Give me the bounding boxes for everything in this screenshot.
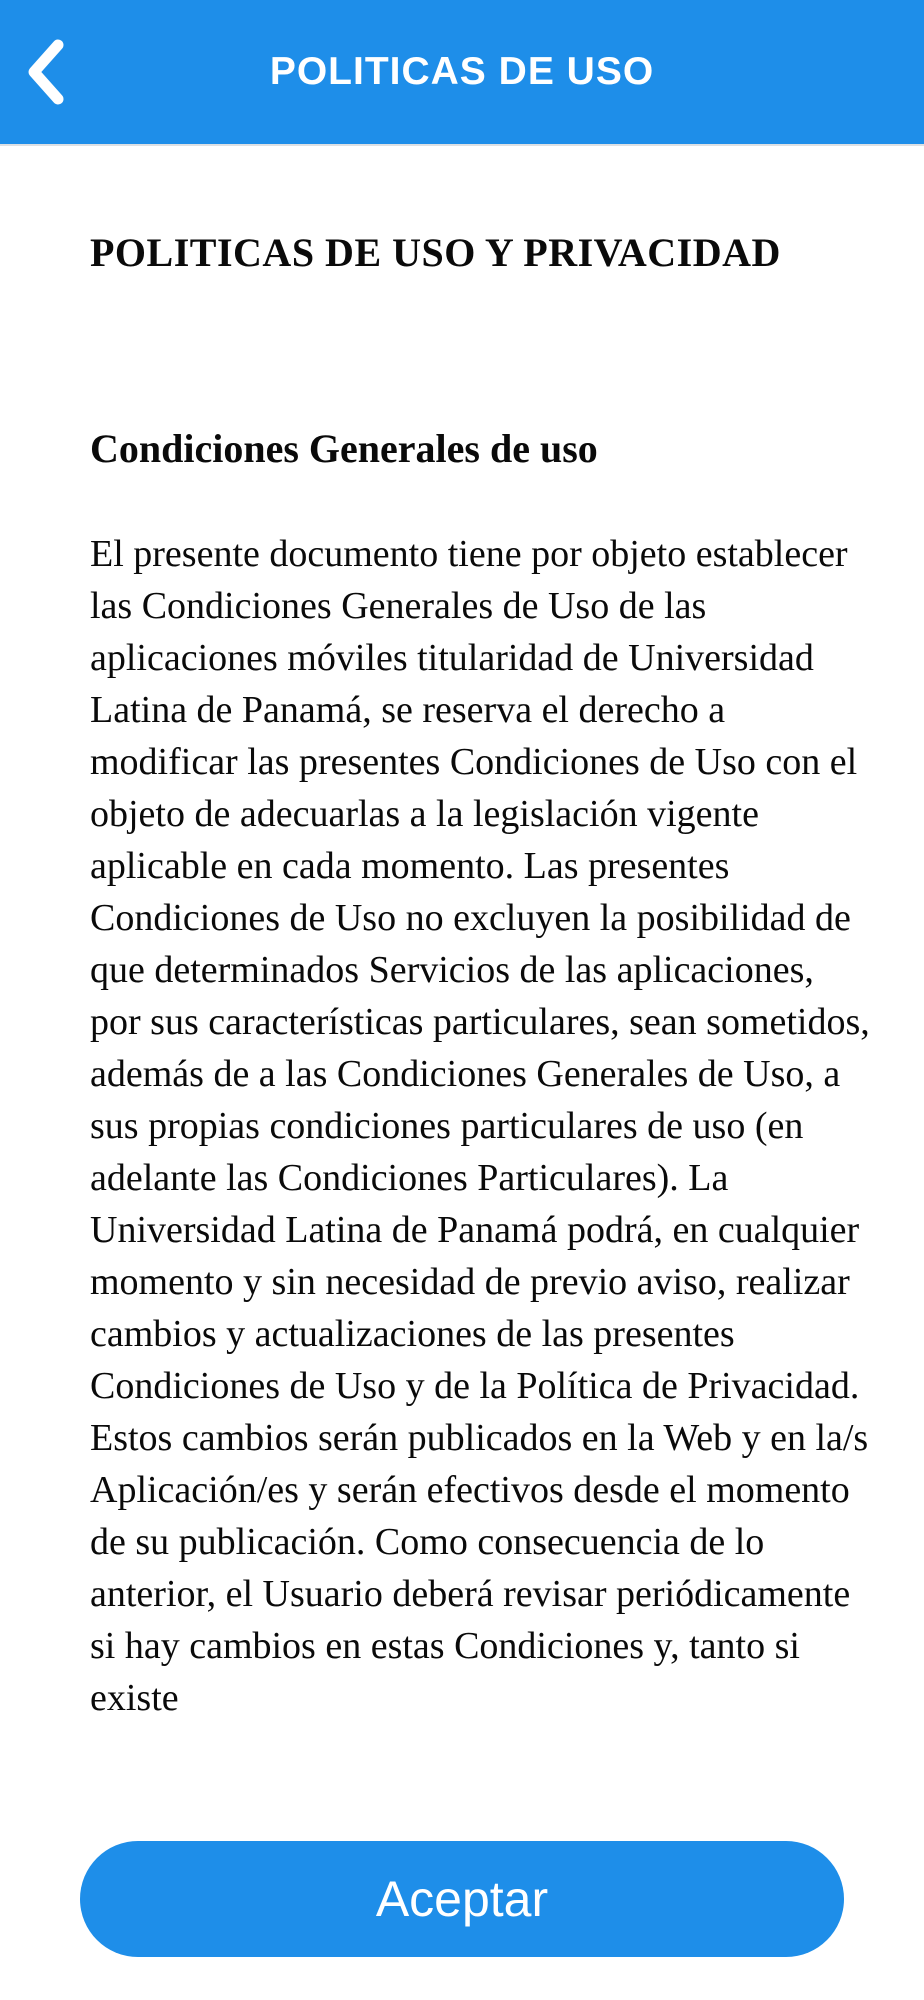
terms-paragraph: El presente documento tiene por objeto establecer las Condiciones Generales de Uso de las aplicaciones móviles titularidad de Universidad Latina de Panamá, se reserva el derecho a modificar las presentes Condiciones de Uso con el objeto de adecuarlas a la legislación vigente aplicable en cada momento. Las presentes Condiciones de Uso no excluyen la posibilidad de que determinados Servicios de las aplicaciones, por sus características particulares, sean sometidos, además de a las Condiciones Generales de Uso, a sus propias condiciones particulares de uso (en adelante las Condiciones Particulares). La Universidad Latina de Panamá podrá, en cualquier momento y sin necesidad de previo aviso, realizar cambios y actualizaciones de las presentes Condiciones de Uso y de la Política de Privacidad. Estos cambios serán publicados en la Web y en la/s Aplicación/es y serán efectivos desde el momento de su publicación. Como consecuencia de lo anterior, el Usuario deberá revisar periódicamente si hay cambios en estas Condiciones y, tanto si existe: [90, 533, 870, 1719]
accept-button[interactable]: [80, 1841, 844, 1957]
document-title: POLITICAS DE USO Y PRIVACIDAD: [90, 230, 781, 275]
section-heading: Condiciones Generales de uso: [90, 426, 598, 471]
app-header: [0, 0, 924, 146]
document-body: [0, 146, 924, 1724]
back-button[interactable]: [10, 27, 80, 117]
chevron-left-icon: [22, 37, 68, 107]
accept-button-label: Aceptar: [375, 1871, 549, 1927]
header-title: POLITICAS DE USO: [269, 50, 655, 93]
